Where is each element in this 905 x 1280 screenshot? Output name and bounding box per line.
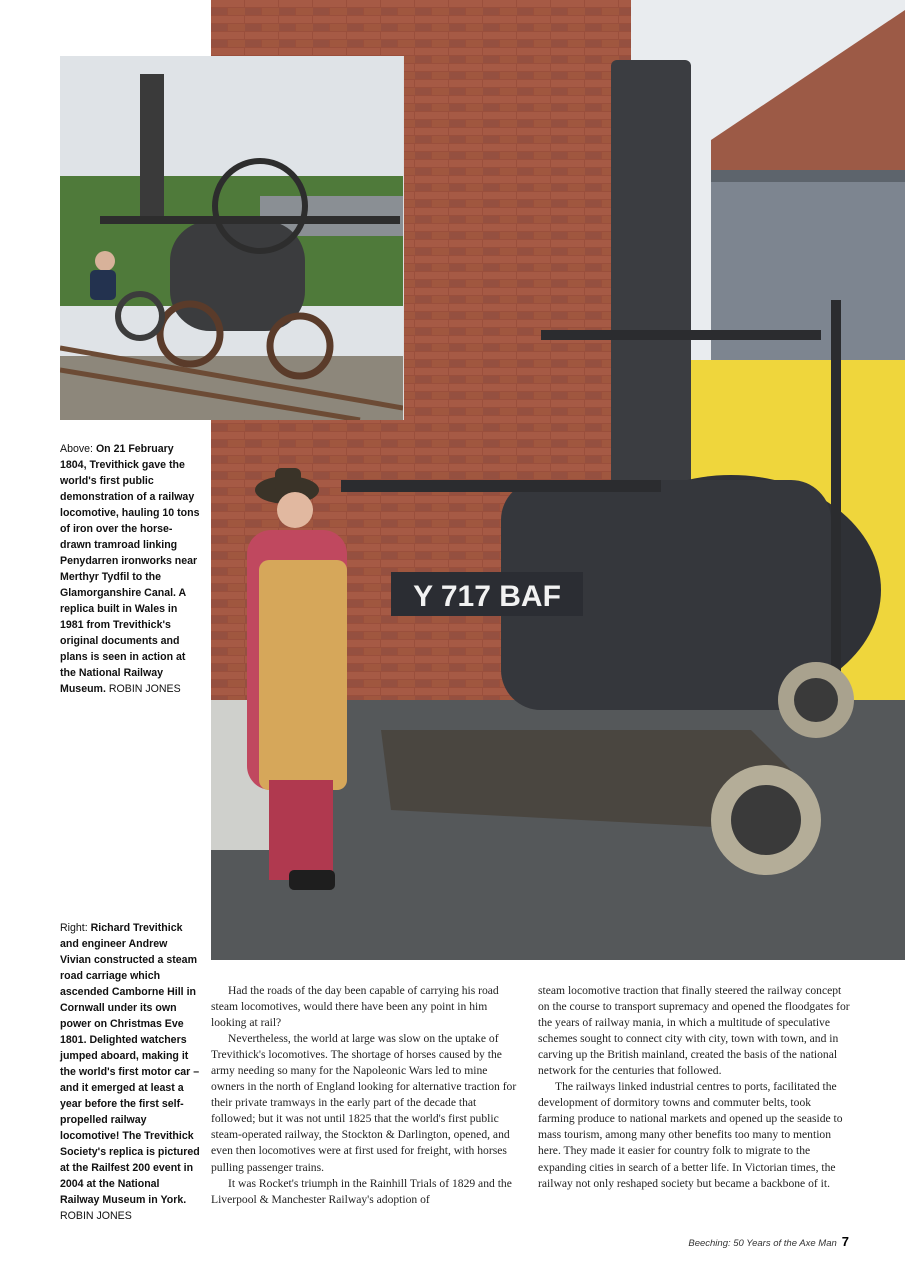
- paragraph: It was Rocket's triumph in the Rainhill Trials of 1829 and the Liverpool & Manchester Railway's adoption of: [211, 1176, 512, 1206]
- caption-right: [60, 920, 200, 1224]
- article-column-1: [211, 983, 523, 1208]
- penydarren-locomotive-illustration: [60, 56, 403, 420]
- inset-photo-penydarren-replica: [60, 56, 404, 420]
- caption-above-body: On 21 February 1804, Trevithick gave the world's first public demonstration of a railway locomotive, hauling 10 tons of iron over the horse-drawn tramroad linking Penydarren ironworks near Merthyr Tydfil to the Glamorganshire Canal. A replica built in Wales in 1981 from Trevithick's original documents and plans is seen in action at the National Railway Museum.: [60, 443, 200, 695]
- page-number: 7: [841, 1234, 849, 1249]
- caption-right-credit: ROBIN JONES: [60, 1210, 132, 1222]
- paragraph: steam locomotive traction that finally steered the railway concept on the course to transport supremacy and opened the floodgates for the years of railway mania, in which a multitude of speculative schemes sought to connect city with city, town with town, and in carving up the British mainland, created the basis of the national network for the centuries that followed.: [538, 984, 850, 1078]
- caption-above-lead: Above:: [60, 443, 96, 455]
- paragraph: Nevertheless, the world at large was slow on the uptake of Trevithick's locomotives. The shortage of horses caused by the army needing so many for the Napoleonic Wars led to mine owners in the north of England looking for alternative traction for their private tramways in the early part of the decade that followed; but it was not until 1825 that the world's first public steam-operated railway, the Stockton & Darlington, opened, and even then locomotives were at first used for freight, with horses pulling passenger trains.: [211, 1032, 517, 1174]
- paragraph: The railways linked industrial centres to ports, facilitated the development of dormitory towns and commuter belts, took farming produce to national markets and opened up the seaside to mass tourism, among many other benefits too many to mention here. They made it easier for country folk to migrate to the expanding cities in search of a better life. In Victorian times, the railway not only reshaped society but became a backbone of it.: [538, 1080, 843, 1190]
- number-plate: Y 717 BAF: [413, 580, 561, 613]
- article-column-2: [538, 983, 850, 1192]
- paragraph: Had the roads of the day been capable of carrying his road steam locomotives, would there have been any point in him looking at rail?: [211, 984, 499, 1030]
- caption-right-lead: Right:: [60, 922, 91, 934]
- caption-right-body: Richard Trevithick and engineer Andrew Vivian constructed a steam road carriage which ascended Camborne Hill in Cornwall under its own power on Christmas Eve 1801. Delighted watchers jumped aboard, making it the world's first motor car – and it emerged at least a year before the first self-propelled railway locomotive! The Trevithick Society's replica is pictured at the Railfest 200 event in 2004 at the National Railway Museum in York.: [60, 922, 200, 1206]
- caption-above: [60, 441, 200, 697]
- caption-above-credit: ROBIN JONES: [105, 683, 181, 695]
- publication-title: Beeching: 50 Years of the Axe Man: [688, 1238, 837, 1249]
- page-footer: [688, 1234, 849, 1249]
